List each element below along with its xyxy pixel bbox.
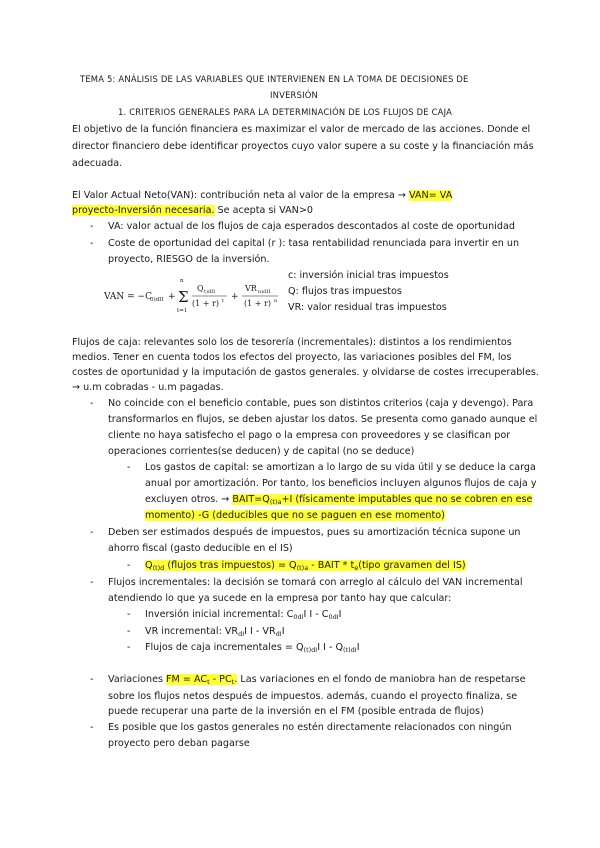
doc-title-line1: TEMA 5: ANÁLISIS DE LAS VARIABLES QUE INTERVIENEN EN LA TOMA DE DECISIONES DE bbox=[80, 74, 469, 84]
formula-legend-item: VR: valor residual tras impuestos bbox=[288, 302, 447, 313]
bullet-dash: - bbox=[90, 674, 94, 685]
sub-bullet-dash: - bbox=[127, 609, 131, 620]
flujos-bullet-cont: transformarlos en flujos, se deben ajustar los datos. Se presenta como ganado aunque el bbox=[108, 414, 538, 425]
van-bullet: VA: valor actual de los flujos de caja esperados descontados al coste de oportunidad bbox=[108, 221, 515, 232]
flujos-bullet: Es posible que los gastos generales no estén directamente relacionados con ningún bbox=[108, 722, 512, 733]
van-bullet-cont: proyecto, RIESGO de la inversión. bbox=[108, 254, 270, 265]
flujos-subbullet: Inversión inicial incremental: $C_{0dI}I$ I - $C_{0dI}I$ bbox=[145, 609, 342, 621]
flujos-paragraph: costes de oportunidad y la imputación de gastos generales. y olvidarse de costes irrecuperables. bbox=[72, 367, 539, 378]
bait-highlight-2: momento) -G (deducibles que no se paguen en ese momento) bbox=[145, 510, 445, 521]
van-text: El Valor Actual Neto(VAN): contribución neta al valor de la empresa → bbox=[72, 190, 406, 201]
flujos-subbullet: Flujos de caja incrementales = $Q_{(t)dI}I$ I - $Q_{(t)dI}I$ bbox=[145, 642, 360, 654]
sub-bullet-dash: - bbox=[127, 462, 131, 473]
sub-bullet-dash: - bbox=[127, 626, 131, 637]
formula-num1: Q bbox=[197, 284, 204, 293]
van-paragraph bbox=[72, 189, 452, 202]
formula-legend-item: Q: flujos tras impuestos bbox=[288, 286, 402, 297]
formula-den2: (1 + r) bbox=[244, 299, 271, 308]
section-heading: 1. CRITERIOS GENERALES PARA LA DETERMINACIÓN DE LOS FLUJOS DE CAJA bbox=[118, 107, 453, 117]
flujos-paragraph: medios. Tener en cuenta todos los efectos del proyecto, las variaciones posibles del FM, los bbox=[72, 352, 512, 363]
sub-bullet-dash: - bbox=[127, 560, 131, 571]
bullet-dash: - bbox=[90, 398, 94, 409]
flujos-subbullet bbox=[145, 559, 466, 575]
flujos-subbullet-cont bbox=[145, 493, 532, 509]
flujos-subbullet-cont: anual por amortización. Por tanto, los beneficios incluyen algunos flujos de caja y bbox=[145, 478, 537, 489]
bullet-dash: - bbox=[90, 527, 94, 538]
bullet-dash: - bbox=[90, 722, 94, 733]
formula-plus: + bbox=[168, 292, 176, 302]
bait-intro: excluyen otros. → bbox=[145, 494, 233, 505]
van-bullet: Coste de oportunidad del capital (r ): tasa rentabilidad renunciada para invertir en un bbox=[108, 238, 520, 249]
intro-line: director financiero debe identificar proyectos cuyo valor supere a su coste y la financiación más bbox=[72, 141, 534, 152]
flujos-bullet-cont: atendiendo lo que ya sucede en la empresa por tanto hay que calcular: bbox=[108, 593, 452, 604]
flujos-bullet-cont: ahorro fiscal (gasto deducible en el IS) bbox=[108, 543, 293, 554]
formula-plus-2: + bbox=[231, 292, 239, 302]
van-acceptance: Se acepta si VAN>0 bbox=[214, 205, 313, 216]
flujos-subbullet: Los gastos de capital: se amortizan a lo largo de su vida útil y se deduce la carga bbox=[145, 462, 536, 473]
flujos-bullet-cont: operaciones corrientes(se deducen) y de capital (no se deduce) bbox=[108, 446, 415, 457]
formula-num2: VR bbox=[245, 284, 257, 293]
van-paragraph-line2 bbox=[72, 204, 313, 217]
bullet-dash: - bbox=[90, 577, 94, 588]
intro-line: adecuada. bbox=[72, 158, 123, 169]
flujos-bullet: Deben ser estimados después de impuestos, pues su amortización técnica supone un bbox=[108, 527, 521, 538]
formula-den1-sup: t bbox=[222, 298, 225, 304]
formula-legend-item: c: inversión inicial tras impuestos bbox=[288, 270, 449, 281]
van-formula bbox=[104, 272, 282, 322]
formula-den1: (1 + r) bbox=[192, 299, 219, 308]
formula-sum-bottom: t=1 bbox=[177, 308, 188, 314]
bait-highlight: $BAIT=Q_{(t)a}+I$ (físicamente imputables que no se cobren en ese bbox=[232, 494, 533, 506]
flujos-bullet-cont: proyecto pero deban pagarse bbox=[108, 738, 250, 749]
flujos-paragraph: Flujos de caja: relevantes solo los de tesorería (incrementales): distintos a los rendimientos bbox=[72, 337, 512, 348]
bullet-dash: - bbox=[90, 221, 94, 232]
intro-line: El objetivo de la función financiera es maximizar el valor de mercado de las acciones. Donde el bbox=[72, 124, 531, 135]
q-formula-highlight: $Q_{(t)d}$ (flujos tras impuestos) = $Q_{(t)a}$ - BAIT * $t_e(tipo$ gravamen del IS) bbox=[145, 560, 466, 572]
formula-lhs-sub: 0)dII bbox=[150, 297, 164, 303]
flujos-bullet-cont: cliente no haya satisfecho el pago o la empresa con proveedores y se clasifican por bbox=[108, 430, 511, 441]
fm-highlight: FM = $AC_t - PC_t$. bbox=[166, 674, 238, 686]
flujos-bullet: No coincide con el beneficio contable, pues son distintos criterios (caja y devengo). Para bbox=[108, 398, 534, 409]
formula-sigma: Σ bbox=[178, 288, 189, 306]
sub-bullet-dash: - bbox=[127, 642, 131, 653]
van-formula-highlight: VAN= VA bbox=[408, 190, 453, 201]
formula-sum-top: n bbox=[180, 278, 184, 284]
flujos-subbullet-cont bbox=[145, 509, 445, 522]
flujos-bullet-cont: sobre los flujos netos después de impuestos. además, cuando el proyecto finaliza, se bbox=[108, 691, 518, 702]
formula-num1-sub: t)dII bbox=[204, 289, 216, 295]
formula-num2-sub: n)dII bbox=[258, 289, 271, 295]
flujos-paragraph: → u.m cobradas - u.m pagadas. bbox=[72, 382, 224, 393]
formula-den2-sup: n bbox=[274, 298, 278, 304]
formula-lhs: VAN = −C bbox=[104, 292, 152, 302]
flujos-subbullet: VR incremental: $VR_{dI}I$ I - $VR_{dI}I$ bbox=[145, 626, 285, 638]
bullet-dash: - bbox=[90, 238, 94, 249]
flujos-bullet: Flujos incrementales: la decisión se tomará con arreglo al cálculo del VAN incremental bbox=[108, 577, 523, 588]
flujos-bullet: Variaciones FM = $AC_t - PC_t$. Las variaciones en el fondo de maniobra han de respetarse bbox=[108, 674, 526, 686]
flujos-bullet-cont: puede recuperar una parte de la inversión en el FM (posible entrada de flujos) bbox=[108, 706, 484, 717]
doc-title-line2: INVERSIÓN bbox=[270, 90, 319, 100]
van-formula-highlight-2: proyecto-Inversión necesaria. bbox=[72, 205, 215, 216]
